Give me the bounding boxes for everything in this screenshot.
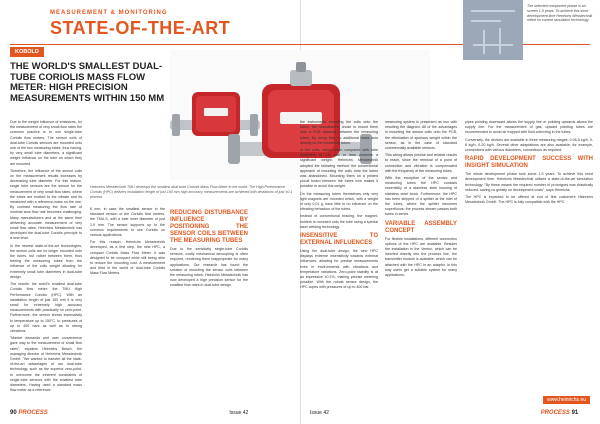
- website-link[interactable]: www.heinrichs.eu: [543, 396, 590, 404]
- paragraph: For flexible installations, different connection options of the HPC are available. Besides the installation in the Venturi, which can be inserted directly into the process line, the transmitter module is available, which can be attached with the HPC in an adaptor. In this way users get a suitable system for many applications.: [385, 236, 457, 278]
- paragraph: Due to the weight influence of emissions, for the measurement of very small flow rates the common practice is to use single-tube Coriolis flow meters. The sensor coils of dual-tube Coriolis sensors are mounted onto one of the two measuring tubes, thus having, by very small tube diameters, a significant weight influence on the tube on which they are mounted.: [10, 120, 82, 166]
- article-column-1: [10, 120, 82, 405]
- paragraph: Therefore, the influence of the sensor coils on the measurement results increases by decreasing tube diameter. For this reason, single tube sensors are the sensor for the measurement of very small flow rates, where the tubes are excited to the vibrate and its measured with a reference-mass on the one. By contrast measuring the flow rate of minimal slow flow rate becomes challenging. Many manufacturers and at the same time delivering accurate measurement of very small flow rates, Heinrichs Messtechnik has developed the dual-tube Coriolis principle to a new level.: [10, 168, 82, 241]
- paragraph: Due to the sensitivity single-tube Coriolis sensors, costly mechanical decoupling is often required, rendering them inappropriate for many applications. Our research has found the solution of mounting the sensor coils between the measuring tubes. Heinrichs Messtechnik has now developed a high precision sensor for the smallest flow rates in dual-tube design.: [170, 247, 248, 288]
- subheading: INSENSITIVE TO EXTERNAL INFLUENCES: [300, 233, 378, 247]
- issue-right: Issue 42: [310, 410, 329, 416]
- paragraph: On the measuring tubes themselves only very light magnets are mounted which, with a weight of only 0.01 g, have little to no influence on the vibrating behaviour of the tubes.: [300, 191, 378, 212]
- paragraph: "Market demands and user convenience gave way to the measurement of small flow rates", explains Heinrichs Besch, the managing director of Heinrichs Messtechnik GmbH. "We wanted to transfer all the state-of-the-art advantages of our dual-tube technology, such as the superior zero-point, to overcome the inherent constraints of single-tube sensors with the smallest tube diameters. Having used a standard mass flow meter as a reference.: [10, 336, 82, 393]
- subheading: REDUCING DISTURBANCE INFLUENCE BY POSITIONING THE SENSOR COILS BETWEEN THE MEASURING TUBES: [170, 210, 248, 244]
- article-column-2: [90, 207, 165, 405]
- footer-brand-right: PROCESS: [540, 410, 570, 416]
- paragraph: The whole development phase took some 1.5 years. To achieve this short development time, Heinrichs Messtechnik utilised a state-of-the-art simulation technology. "By these means the required number of prototypes was drastically reduced, saving us greatly on development costs", says Heinrichs.: [465, 172, 593, 192]
- article-column-2b: [170, 207, 248, 405]
- subheading: VARIABLE ASSEMBLY CONCEPT: [385, 220, 457, 234]
- paragraph: This wiring allows precise and reliable results to reach, since the removal of a point of connection and vibration is compensated with the frequency of the measuring tubes.: [385, 153, 457, 173]
- company-tag: KOBOLD: [10, 47, 44, 57]
- section-title: STATE-OF-THE-ART: [50, 18, 231, 38]
- paragraph: pipes pointing downward allows the supply line or pointing upwards allows the supply line. For the measurement of gas, upward pointing tubes are recommended to avoid air trapped with fluid collecting in the tubes.: [465, 120, 593, 135]
- simulation-image: [463, 0, 523, 60]
- photo-caption: Heinrichs Messtechnik TMU develops the smallest dual-tube Coriolis Mass Flow Meter in the world. The High Performance Coriolis (HPC) delivers installation length of just 150 mm high accuracy measurements are achieved with deviations of just ±0.1 percent.: [90, 185, 293, 199]
- footer-right: [310, 410, 578, 416]
- subheading: RAPID DEVELOPMENT SUCCESS WITH INSIGHT SIMULATION: [465, 156, 593, 170]
- article-headline: THE WORLD'S SMALLEST DUAL-TUBE CORIOLIS MASS FLOW METER: HIGH PRECISION MEASUREMENTS WITHIN 150 MM: [10, 61, 165, 104]
- article-column-4: [385, 120, 457, 405]
- issue-left: Issue 42: [229, 410, 249, 416]
- paragraph: Conversely, the devices are available in three measuring ranges: 0.05-5 kg/h, 0-8 kg/h, 0-20 kg/h. Several other adaptations are also available, for example, connections with various diameters, connections as required.: [465, 137, 593, 153]
- header-rule-right: [300, 44, 590, 45]
- paragraph: With the exception of the sensor and measuring tubes the HPC consists essentially of a stainless steel housing of stainless steel block. Furthermore, the HPC has been stripped of a splitter at the inlet of the tubes, where the splitter becomes superfluous: the process stream passes both tubes in series.: [385, 176, 457, 217]
- article-column-5: [465, 120, 593, 390]
- simulation-caption: The selected component phase is an screen 1.5 years. To achieve this short development time Heinrichs Messtechnik relied on current simulation technology.: [527, 4, 593, 23]
- paragraph: the instruments mounting the coils onto the tubes, the manufacturer chose to mount them onto a PCB attached between the measuring tubes. By doing this, no additional mass acts directly on the measuring tubes.: [300, 120, 378, 145]
- paragraph: For this reason, Heinrichs Messtechnik developed, as a first step, the new HPC, a compact Coriolis Mass Flow Meter. It was designed to be compact while still being able to reduce the mounting cost. A measurement and field in the world of dual-tube Coriolis Mass Flow Meters.: [90, 240, 165, 276]
- paragraph: Instead of conventional bracing, the magnet-holders is mounted onto the tube using a special laser welding technology.: [300, 214, 378, 229]
- paragraph: 8 mm, in case the smallest sensor in the standard version of the Coriolis flow meters, the TMU-S, with a tube inner diameter of just 1.5 mm. The sensor supports up to the common requirements to use Coriolis on various applications.: [90, 207, 165, 238]
- paragraph: of the coils, which when compared with tube diameters of 1.5 mm or less presents a significant weight. Heinrichs Messtechnik adopted the following method: the conventional approach of mounting the coils onto the tubes was abandoned. Mounting them on a printed circuit board between the tubes now makes it possible to avoid this weight.: [300, 148, 378, 189]
- flow-meter-unit-left: [170, 92, 260, 136]
- footer-left: [10, 410, 248, 416]
- header-rule-left: [10, 44, 300, 45]
- paragraph: measuring system is presented as two with resulting the diagram. All of the advantages in mounting the sensor coils onto the PCB, the elimination of spurious weight within the sensor, as in the case of standard commercially available sensors.: [385, 120, 457, 151]
- page-number-left: 90: [10, 410, 17, 416]
- paragraph: Using the dual-tube design, the new HPC displays extreme insensitivity towards external influences, allowing for precise measurements even in environments with vibrations and temperature variations. Zero-point stability is at an impressive ±0.1%, making precise metering possible. With the robust sensor design, the HPC copes with pressures of up to 400 bar.: [300, 249, 378, 290]
- paragraph: The HPC is expected to be offered at end of first customers Heinrichs Messtechnik GmbH. The HPC is fully compatible with the HPC.: [465, 195, 593, 205]
- paragraph: In the newest state-of-the-art technologies, the sensor coils are no longer mounted onto the tubes, but rather between them, thus freeing the measuring tubes from the influence of the coils weight allowing for extremely small tube diameters in dual-tube design.: [10, 243, 82, 279]
- article-column-3: [300, 120, 378, 405]
- footer-brand-left: PROCESS: [18, 410, 48, 416]
- section-rubric: MEASUREMENT & MONITORING: [50, 10, 168, 16]
- page-number-right: 91: [571, 410, 579, 416]
- paragraph: The results: the world's smallest dual-tube Coriolis flow meter: the TMU High Performance Coriolis (HPC). With an installation length of just 150 mm it is very small for extremely high accuracy measurements with practically no zero-point. Furthermore, the sensor shows insensitivity to temperature up to 150°C, to pressures of up to 400 bars as well as to strong vibrations.: [10, 282, 82, 333]
